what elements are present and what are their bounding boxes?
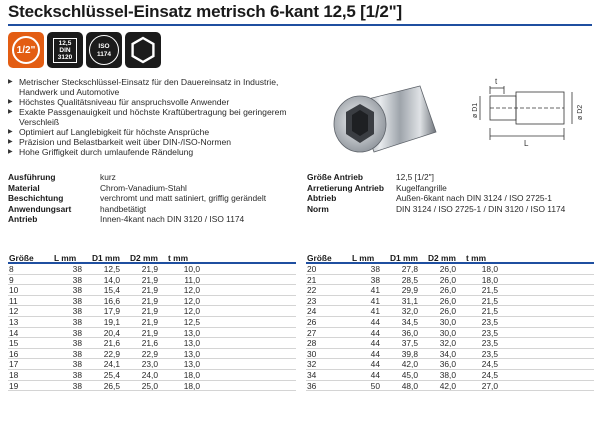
table-row bbox=[306, 317, 594, 328]
table-row bbox=[8, 306, 296, 317]
cell-length: 38 bbox=[72, 369, 82, 380]
cell-t: 12,0 bbox=[183, 295, 200, 306]
cell-t: 18,0 bbox=[481, 264, 498, 274]
table-row bbox=[306, 264, 594, 275]
cell-length: 44 bbox=[370, 348, 380, 359]
cell-t: 21,5 bbox=[481, 285, 498, 296]
cell-length: 38 bbox=[72, 348, 82, 359]
cell-size: 15 bbox=[9, 338, 19, 349]
cell-d2: 32,0 bbox=[439, 338, 456, 349]
cell-length: 38 bbox=[72, 285, 82, 296]
iso-badge-number: 1174 bbox=[96, 51, 112, 58]
cell-d2: 26,0 bbox=[439, 264, 456, 274]
cell-length: 38 bbox=[370, 274, 380, 285]
cell-length: 41 bbox=[370, 306, 380, 317]
cell-d2: 24,0 bbox=[141, 369, 158, 380]
table-row bbox=[306, 275, 594, 286]
table-row bbox=[8, 317, 296, 328]
cell-size: 26 bbox=[307, 316, 317, 327]
table-row bbox=[8, 264, 296, 275]
spec-value: Innen-4kant nach DIN 3120 / ISO 1174 bbox=[100, 214, 245, 225]
cell-length: 41 bbox=[370, 295, 380, 306]
column-header-d2: D2 mm bbox=[428, 253, 456, 263]
table-header bbox=[8, 252, 296, 264]
cell-size: 16 bbox=[9, 348, 19, 359]
table-row bbox=[306, 296, 594, 307]
iso-badge-label: ISO bbox=[98, 43, 110, 50]
cell-t: 13,0 bbox=[183, 338, 200, 349]
cell-size: 28 bbox=[307, 338, 317, 349]
cell-d2: 21,9 bbox=[141, 327, 158, 338]
cell-length: 38 bbox=[72, 295, 82, 306]
spec-value: 12,5 [1/2"] bbox=[396, 172, 434, 182]
cell-d1: 20,4 bbox=[103, 327, 120, 338]
cell-d1: 21,6 bbox=[103, 338, 120, 349]
cell-size: 21 bbox=[307, 274, 317, 285]
cell-t: 18,0 bbox=[481, 274, 498, 285]
cell-length: 38 bbox=[72, 380, 82, 391]
cell-d1: 14,0 bbox=[103, 274, 120, 285]
cell-size: 20 bbox=[307, 264, 317, 274]
spec-value: Außen-6kant nach DIN 3124 / ISO 2725-1 bbox=[396, 193, 552, 204]
column-header-l: L mm bbox=[54, 253, 77, 263]
table-row bbox=[306, 381, 594, 392]
cell-length: 44 bbox=[370, 327, 380, 338]
socket-product-photo bbox=[316, 72, 448, 160]
cell-size: 36 bbox=[307, 380, 317, 391]
cell-d2: 30,0 bbox=[439, 316, 456, 327]
table-row bbox=[306, 328, 594, 339]
column-header-t: t mm bbox=[168, 253, 189, 263]
cell-size: 13 bbox=[9, 316, 19, 327]
cell-length: 44 bbox=[370, 359, 380, 370]
cell-t: 23,5 bbox=[481, 316, 498, 327]
hexagon-icon bbox=[128, 35, 158, 65]
cell-t: 21,5 bbox=[481, 295, 498, 306]
spec-value: Kugelfangrille bbox=[396, 182, 447, 193]
spec-value: verchromt und matt satiniert, griffig gerändelt bbox=[100, 193, 267, 204]
cell-d2: 42,0 bbox=[439, 380, 456, 391]
cell-size: 34 bbox=[307, 369, 317, 380]
table-row bbox=[8, 275, 296, 286]
cell-t: 13,0 bbox=[183, 359, 200, 370]
cell-d1: 15,4 bbox=[103, 285, 120, 296]
table-row bbox=[306, 306, 594, 317]
cell-size: 18 bbox=[9, 369, 19, 380]
spec-key: Größe Antrieb bbox=[307, 172, 363, 182]
spec-row bbox=[8, 183, 266, 194]
column-header-d1: D1 mm bbox=[92, 253, 120, 263]
cell-t: 23,5 bbox=[481, 327, 498, 338]
table-row bbox=[306, 359, 594, 370]
size-table-left bbox=[8, 252, 296, 391]
spec-row bbox=[8, 172, 266, 183]
iso-badge bbox=[86, 32, 122, 68]
cell-length: 38 bbox=[370, 264, 380, 274]
cell-d1: 36,0 bbox=[401, 327, 418, 338]
cell-d2: 26,0 bbox=[439, 274, 456, 285]
cell-d2: 21,9 bbox=[141, 316, 158, 327]
size-table-right bbox=[306, 252, 594, 391]
cell-length: 44 bbox=[370, 338, 380, 349]
cell-size: 24 bbox=[307, 306, 317, 317]
cell-d2: 21,9 bbox=[141, 274, 158, 285]
cell-d1: 25,4 bbox=[103, 369, 120, 380]
cell-length: 38 bbox=[72, 274, 82, 285]
spec-row bbox=[307, 172, 565, 183]
cell-d2: 21,6 bbox=[141, 338, 158, 349]
cell-d1: 22,9 bbox=[103, 348, 120, 359]
cell-d1: 45,0 bbox=[401, 369, 418, 380]
cell-t: 23,5 bbox=[481, 338, 498, 349]
din-badge-number: 3120 bbox=[57, 53, 73, 61]
spec-value: handbetätigt bbox=[100, 203, 147, 214]
table-row bbox=[306, 285, 594, 296]
column-header-size: Größe bbox=[9, 253, 34, 263]
title-divider bbox=[8, 24, 592, 26]
technical-drawing bbox=[460, 70, 592, 154]
cell-d2: 23,0 bbox=[141, 359, 158, 370]
cell-size: 8 bbox=[9, 264, 14, 274]
cell-d2: 25,0 bbox=[141, 380, 158, 391]
spec-key: Norm bbox=[307, 203, 329, 214]
cell-d1: 31,1 bbox=[401, 295, 418, 306]
page-title: Steckschlüssel-Einsatz metrisch 6-kant 12,5 [1/2"] bbox=[8, 2, 402, 21]
cell-d1: 27,8 bbox=[401, 264, 418, 274]
cell-d2: 36,0 bbox=[439, 359, 456, 370]
cell-size: 10 bbox=[9, 285, 19, 296]
spec-key: Abtrieb bbox=[307, 193, 337, 204]
cell-size: 30 bbox=[307, 348, 317, 359]
cell-d2: 26,0 bbox=[439, 285, 456, 296]
spec-row bbox=[8, 193, 266, 204]
cell-t: 12,0 bbox=[183, 306, 200, 317]
column-header-size: Größe bbox=[307, 253, 332, 263]
cell-d1: 48,0 bbox=[401, 380, 418, 391]
table-row bbox=[8, 285, 296, 296]
cell-d1: 28,5 bbox=[401, 274, 418, 285]
cell-d1: 12,5 bbox=[103, 264, 120, 274]
cell-t: 12,0 bbox=[183, 285, 200, 296]
din-badge-label: DIN bbox=[59, 46, 71, 54]
cell-d1: 24,1 bbox=[103, 359, 120, 370]
table-row bbox=[8, 370, 296, 381]
table-row bbox=[8, 338, 296, 349]
spec-key: Beschichtung bbox=[8, 193, 64, 204]
cell-length: 50 bbox=[370, 380, 380, 391]
cell-length: 44 bbox=[370, 316, 380, 327]
cell-d2: 34,0 bbox=[439, 348, 456, 359]
table-row bbox=[8, 328, 296, 339]
spec-row bbox=[8, 204, 266, 215]
column-header-d1: D1 mm bbox=[390, 253, 418, 263]
specs-right bbox=[307, 172, 565, 214]
cell-d2: 22,9 bbox=[141, 348, 158, 359]
din-badge-size: 12,5 bbox=[58, 39, 72, 47]
cell-d2: 30,0 bbox=[439, 327, 456, 338]
table-row bbox=[8, 296, 296, 307]
cell-t: 12,5 bbox=[183, 316, 200, 327]
cell-d2: 21,9 bbox=[141, 285, 158, 296]
spec-row bbox=[307, 183, 565, 194]
cell-d1: 19,1 bbox=[103, 316, 120, 327]
cell-size: 12 bbox=[9, 306, 19, 317]
cell-size: 9 bbox=[9, 274, 14, 285]
spec-row bbox=[8, 214, 266, 225]
cell-t: 24,5 bbox=[481, 369, 498, 380]
cell-size: 14 bbox=[9, 327, 19, 338]
cell-d2: 21,9 bbox=[141, 264, 158, 274]
standard-badges bbox=[8, 32, 161, 70]
cell-d1: 39,8 bbox=[401, 348, 418, 359]
cell-t: 11,0 bbox=[184, 274, 200, 285]
cell-length: 44 bbox=[370, 369, 380, 380]
column-header-t: t mm bbox=[466, 253, 487, 263]
cell-d2: 38,0 bbox=[439, 369, 456, 380]
spec-value: Chrom-Vanadium-Stahl bbox=[100, 182, 187, 193]
cell-d1: 34,5 bbox=[401, 316, 418, 327]
spec-key: Arretierung Antrieb bbox=[307, 182, 384, 193]
cell-d1: 37,5 bbox=[401, 338, 418, 349]
table-row bbox=[8, 359, 296, 370]
cell-d1: 26,5 bbox=[103, 380, 120, 391]
drawing-label-t: t bbox=[495, 77, 498, 86]
cell-size: 17 bbox=[9, 359, 19, 370]
spec-key: Anwendungsart bbox=[8, 203, 72, 214]
table-row bbox=[8, 349, 296, 360]
cell-t: 23,5 bbox=[481, 348, 498, 359]
hexagon-profile-badge bbox=[125, 32, 161, 68]
spec-row bbox=[307, 193, 565, 204]
feature-item: ▶ Exakte Passgenauigkeit und höchste Kraftübertragung bei geringerem Verschleiß bbox=[8, 107, 308, 127]
drawing-label-d1: ø D1 bbox=[472, 102, 479, 118]
feature-item: ▶ Optimiert auf Langlebigkeit für höchste Ansprüche bbox=[8, 127, 308, 137]
spec-key: Antrieb bbox=[8, 214, 38, 225]
cell-d1: 42,0 bbox=[401, 359, 418, 370]
cell-size: 32 bbox=[307, 359, 317, 370]
drive-size-badge bbox=[8, 32, 44, 68]
feature-item: ▶ Präzision und Belastbarkeit weit über DIN-/ISO-Normen bbox=[8, 137, 308, 147]
table-row bbox=[306, 370, 594, 381]
cell-d2: 21,9 bbox=[141, 306, 158, 317]
cell-d1: 16,6 bbox=[103, 295, 120, 306]
cell-d1: 32,0 bbox=[401, 306, 418, 317]
spec-key: Material bbox=[8, 182, 40, 193]
feature-item: ▶ Hohe Griffigkeit durch umlaufende Rändelung bbox=[8, 147, 308, 157]
cell-d2: 26,0 bbox=[439, 295, 456, 306]
cell-length: 38 bbox=[72, 327, 82, 338]
table-row bbox=[306, 349, 594, 360]
column-header-l: L mm bbox=[352, 253, 375, 263]
feature-item: ▶ Höchstes Qualitätsniveau für anspruchsvolle Anwender bbox=[8, 97, 308, 107]
cell-length: 38 bbox=[72, 264, 82, 274]
cell-length: 38 bbox=[72, 306, 82, 317]
cell-t: 27,0 bbox=[481, 380, 498, 391]
drawing-label-l: L bbox=[524, 139, 529, 148]
specs-left bbox=[8, 172, 266, 225]
cell-t: 13,0 bbox=[183, 348, 200, 359]
din-badge bbox=[47, 32, 83, 68]
cell-t: 18,0 bbox=[183, 369, 200, 380]
cell-d2: 21,9 bbox=[141, 295, 158, 306]
cell-length: 38 bbox=[72, 359, 82, 370]
cell-length: 41 bbox=[370, 285, 380, 296]
feature-list bbox=[8, 77, 308, 157]
cell-size: 19 bbox=[9, 380, 19, 391]
cell-size: 23 bbox=[307, 295, 317, 306]
cell-d1: 29,9 bbox=[401, 285, 418, 296]
column-header-d2: D2 mm bbox=[130, 253, 158, 263]
table-row bbox=[306, 338, 594, 349]
spec-value: kurz bbox=[100, 172, 116, 182]
cell-d2: 26,0 bbox=[439, 306, 456, 317]
drawing-label-d2: ø D2 bbox=[577, 104, 584, 120]
spec-key: Ausführung bbox=[8, 172, 56, 182]
cell-length: 38 bbox=[72, 316, 82, 327]
cell-size: 22 bbox=[307, 285, 317, 296]
cell-t: 10,0 bbox=[183, 264, 200, 274]
table-row bbox=[8, 381, 296, 392]
spec-value: DIN 3124 / ISO 2725-1 / DIN 3120 / ISO 1174 bbox=[396, 203, 566, 214]
cell-t: 18,0 bbox=[183, 380, 200, 391]
table-header bbox=[306, 252, 594, 264]
cell-d1: 17,9 bbox=[103, 306, 120, 317]
cell-length: 38 bbox=[72, 338, 82, 349]
spec-row bbox=[307, 204, 565, 215]
cell-t: 21,5 bbox=[481, 306, 498, 317]
drive-size-label: 1/2" bbox=[12, 36, 40, 64]
cell-size: 11 bbox=[9, 295, 18, 306]
feature-item: ▶ Metrischer Steckschlüssel-Einsatz für den Dauereinsatz in Industrie, Handwerk und Automotive bbox=[8, 77, 308, 97]
cell-t: 24,5 bbox=[481, 359, 498, 370]
cell-t: 13,0 bbox=[183, 327, 200, 338]
cell-size: 27 bbox=[307, 327, 317, 338]
